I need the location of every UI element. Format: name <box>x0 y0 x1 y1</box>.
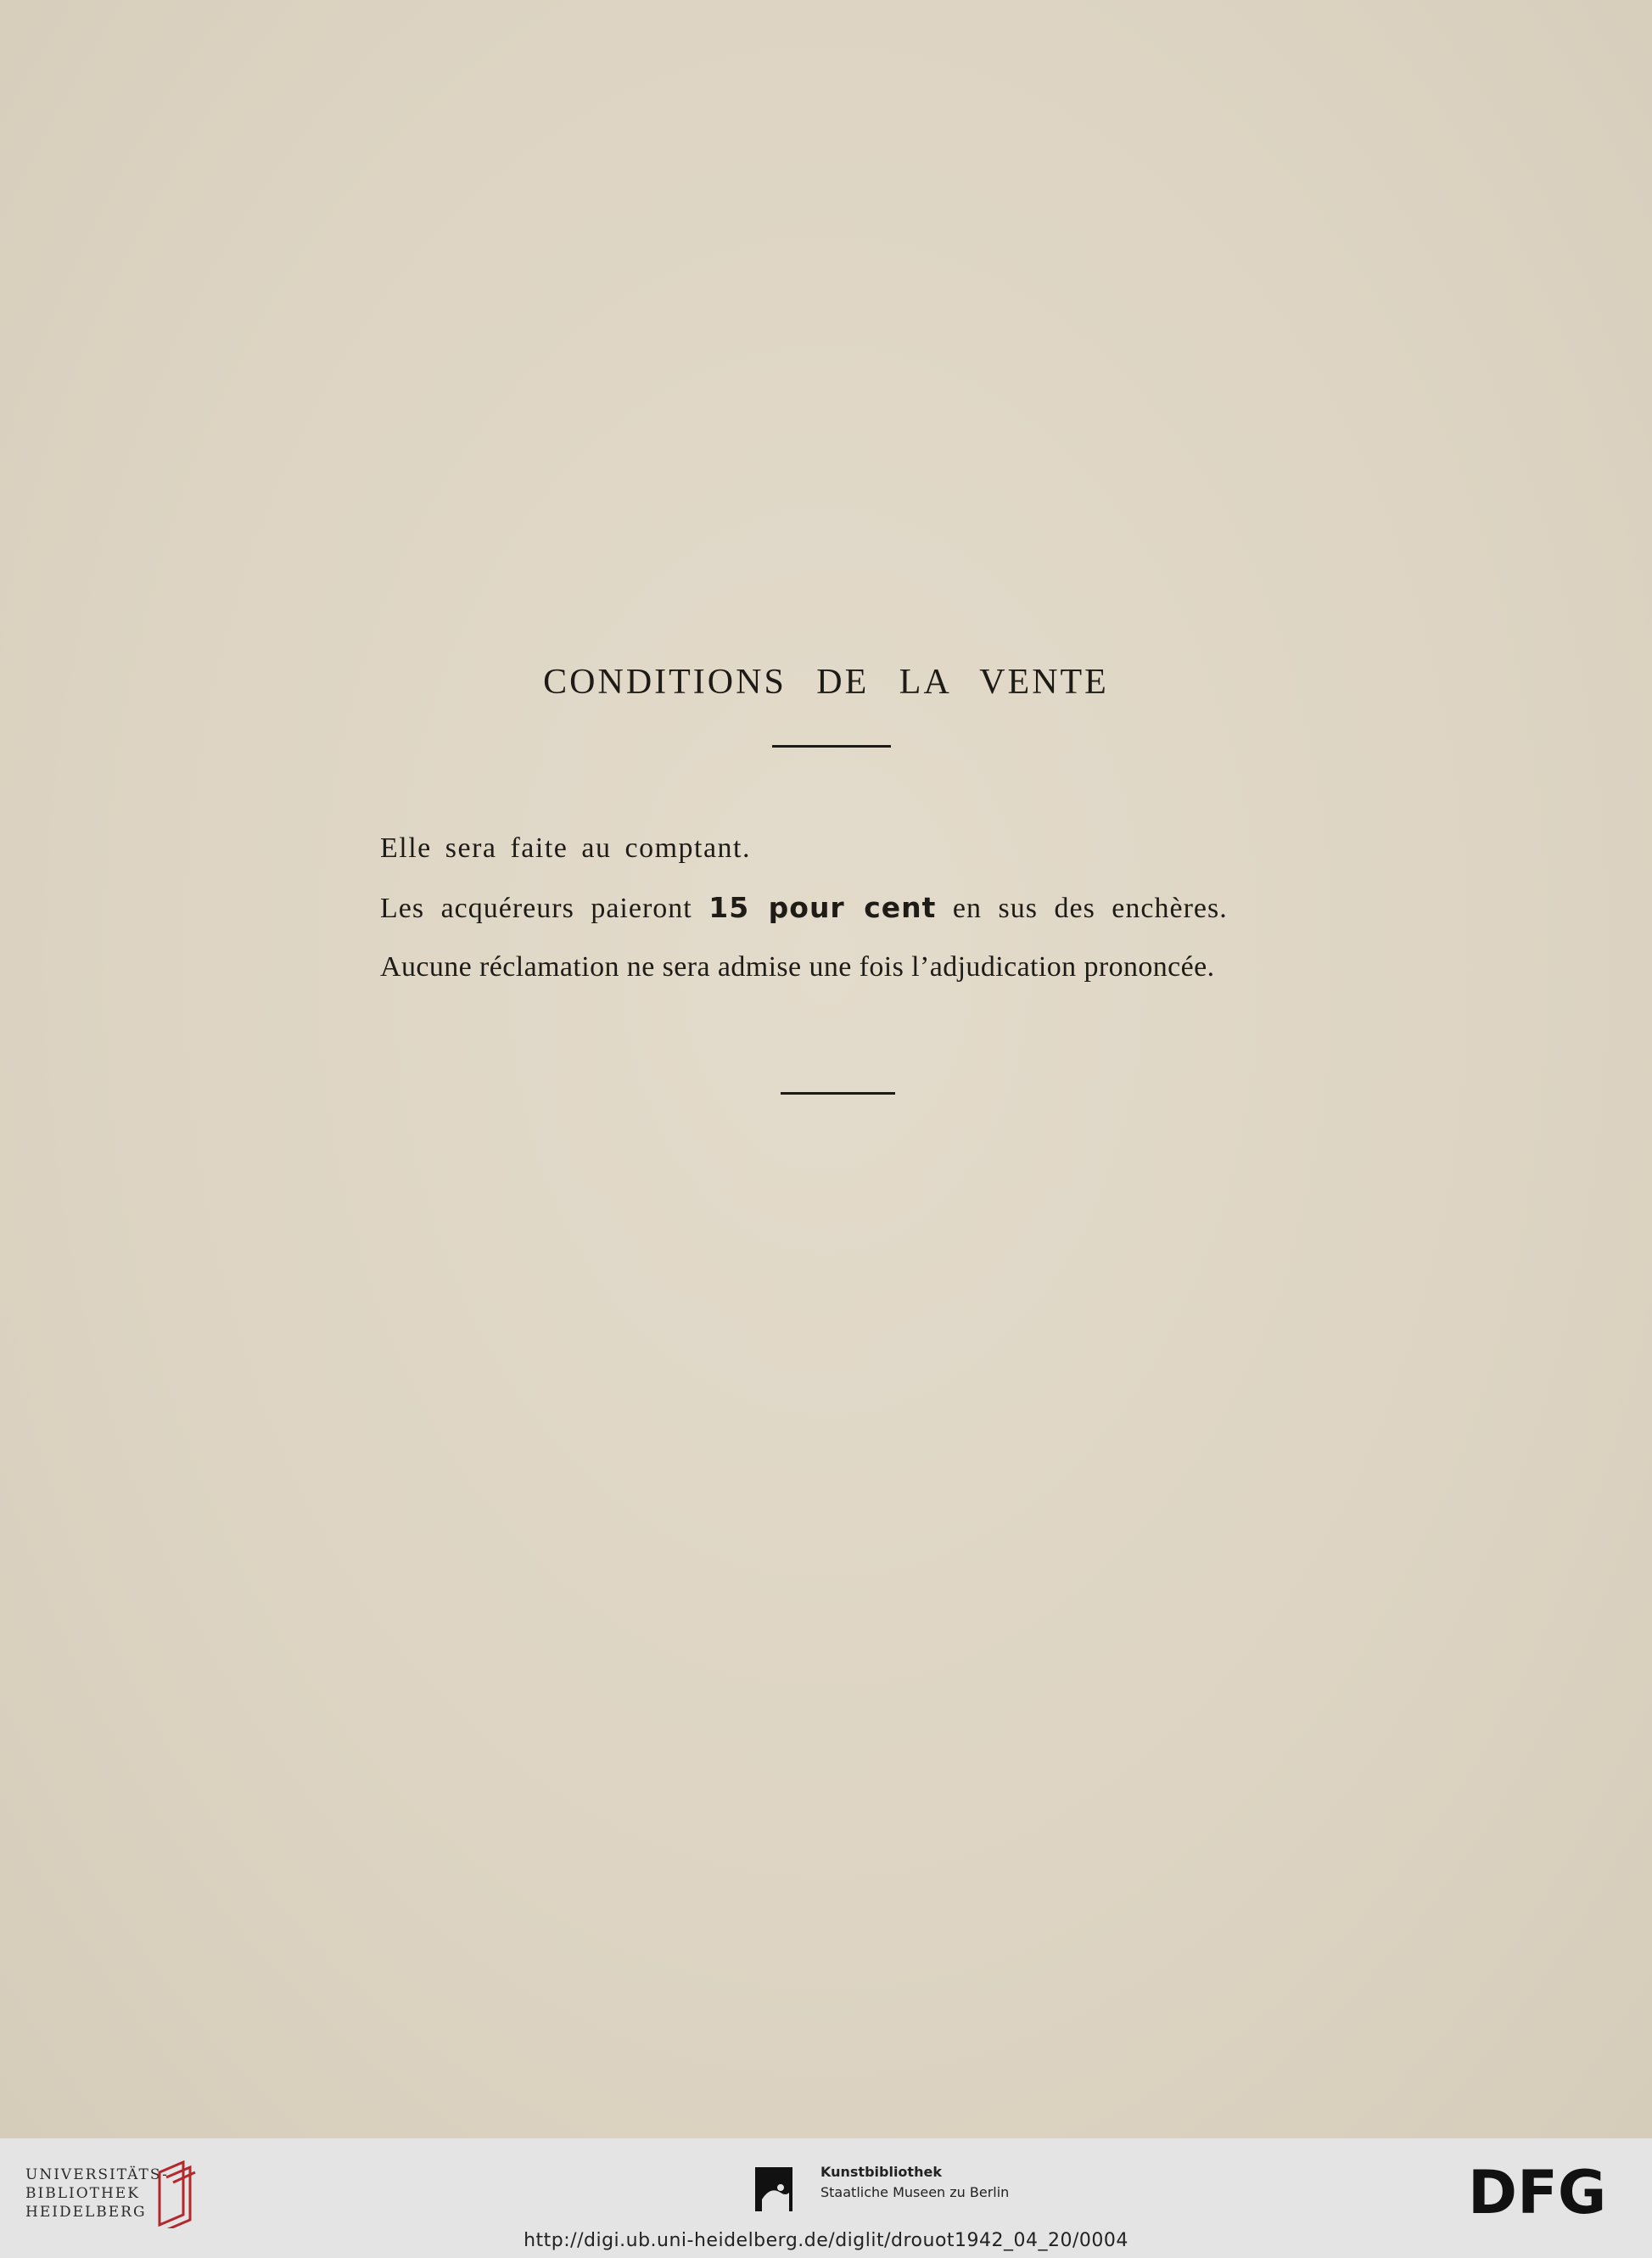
ub-logo-line-2: BIBLIOTHEK <box>25 2185 140 2202</box>
ub-logo-line-1: UNIVERSITÄTS- <box>25 2166 169 2183</box>
page-title: CONDITIONS DE LA VENTE <box>543 663 1109 702</box>
conditions-text <box>380 827 1398 1006</box>
kunstbibliothek-logo-text <box>820 2162 1009 2203</box>
kunstbibliothek-subtitle: Staatliche Museen zu Berlin <box>820 2184 1010 2200</box>
condition-line-2-before: Les acquéreurs paieront <box>380 893 692 924</box>
condition-line-1: Elle sera faite au comptant. <box>380 832 751 864</box>
condition-line-2-emphasis: 15 pour cent <box>708 891 937 924</box>
ub-logo-line-3: HEIDELBERG <box>25 2204 147 2221</box>
dfg-logo <box>1468 2164 1626 2224</box>
title-rule <box>772 745 891 748</box>
condition-line-2-after: en sus des enchères. <box>952 893 1228 924</box>
kunstbibliothek-title: Kunstbibliothek <box>820 2164 942 2180</box>
footer-bar <box>0 2138 1652 2258</box>
condition-line-2 <box>380 887 1398 946</box>
condition-line-3: Aucune réclamation ne sera admise une fois l’adjudication prononcée. <box>380 951 1215 983</box>
closing-rule <box>781 1092 895 1095</box>
page-url[interactable]: http://digi.ub.uni-heidelberg.de/diglit/drouot1942_04_20/0004 <box>524 2230 1128 2251</box>
kunstbibliothek-logo-icon <box>755 2167 792 2216</box>
ub-heidelberg-logo-text <box>25 2166 169 2222</box>
dfg-logo-text: DFG <box>1468 2164 1607 2220</box>
ub-heidelberg-logo-icon <box>154 2160 199 2233</box>
